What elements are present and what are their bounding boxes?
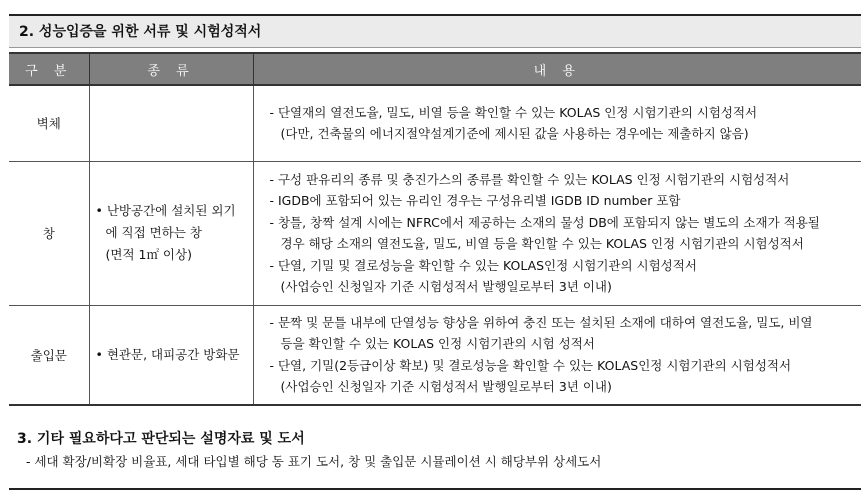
table-header-row [9, 53, 861, 85]
content-line: - 단열, 기밀(2등급이상 확보) 및 결로성능을 확인할 수 있는 KOLAS인정 시험기관의 시험성적서 [269, 357, 792, 373]
documents-table [9, 52, 861, 406]
content-line: 경우 해당 소재의 열전도율, 밀도, 비열 등을 확인할 수 있는 KOLAS 인정 시험기관의 시험성적서 [280, 236, 804, 251]
section-3-line: - 세대 확장/비확장 비율표, 세대 타입별 해당 동 표기 도서, 창 및 출입문 시뮬레이션 시 해당부위 상세도서 [26, 454, 602, 469]
content-line: - 단열, 기밀 및 결로성능을 확인할 수 있는 KOLAS인정 시험기관의 시험성적서 [269, 257, 697, 273]
category-cell: 출입문 [9, 305, 89, 405]
section-3-title: 3. 기타 필요하다고 판단되는 설명자료 및 도서 [17, 431, 305, 447]
content-cell [253, 85, 861, 161]
content-line: - 단열재의 열전도율, 밀도, 비열 등을 확인할 수 있는 KOLAS 인정 시험기관의 시험성적서 [269, 104, 758, 120]
kind-line: (면적 1㎡ 이상) [105, 247, 192, 262]
kind-cell [89, 305, 253, 405]
content-line: (사업승인 신청일자 기준 시험성적서 발행일로부터 3년 이내) [280, 279, 612, 294]
content-line: (다만, 건축물의 에너지절약설계기준에 제시된 값을 사용하는 경우에는 제출하지 않음) [280, 126, 749, 142]
table-row-door [9, 305, 861, 405]
content-line: - 구성 판유리의 종류 및 충진가스의 종류를 확인할 수 있는 KOLAS 인정 시험기관의 시험성적서 [269, 171, 790, 187]
kind-cell [89, 85, 253, 161]
kind-line: • 현관문, 대피공간 방화문 [95, 346, 240, 362]
content-line: (사업승인 신청일자 기준 시험성적서 발행일로부터 3년 이내) [280, 379, 612, 395]
section-2-title: 2. 성능입증을 위한 서류 및 시험성적서 [9, 14, 861, 48]
content-line: - 문짝 및 문틀 내부에 단열성능 향상을 위하여 충진 또는 설치된 소재에 대하여 열전도율, 밀도, 비열 [269, 314, 813, 330]
bottom-rule [9, 488, 861, 490]
header-kind: 종 류 [89, 53, 253, 85]
header-content: 내 용 [253, 53, 861, 85]
kind-line: 에 직접 면하는 창 [105, 225, 202, 240]
content-line: - IGDB에 포함되어 있는 유리인 경우는 구성유리별 IGDB ID number 포함 [269, 193, 681, 208]
table-row-wall [9, 85, 861, 161]
category-cell: 창 [9, 161, 89, 305]
kind-line: • 난방공간에 설치된 외기 [95, 203, 236, 218]
kind-cell [89, 161, 253, 305]
table-row-window [9, 161, 861, 305]
content-line: 등을 확인할 수 있는 KOLAS 인정 시험기관의 시험 성적서 [280, 336, 595, 352]
content-cell [253, 161, 861, 305]
category-cell: 벽체 [9, 85, 89, 161]
header-category: 구 분 [9, 53, 89, 85]
content-cell [253, 305, 861, 405]
content-line: - 창틀, 창짝 설계 시에는 NFRC에서 제공하는 소재의 물성 DB에 포함되지 않는 별도의 소재가 적용될 [269, 214, 820, 230]
